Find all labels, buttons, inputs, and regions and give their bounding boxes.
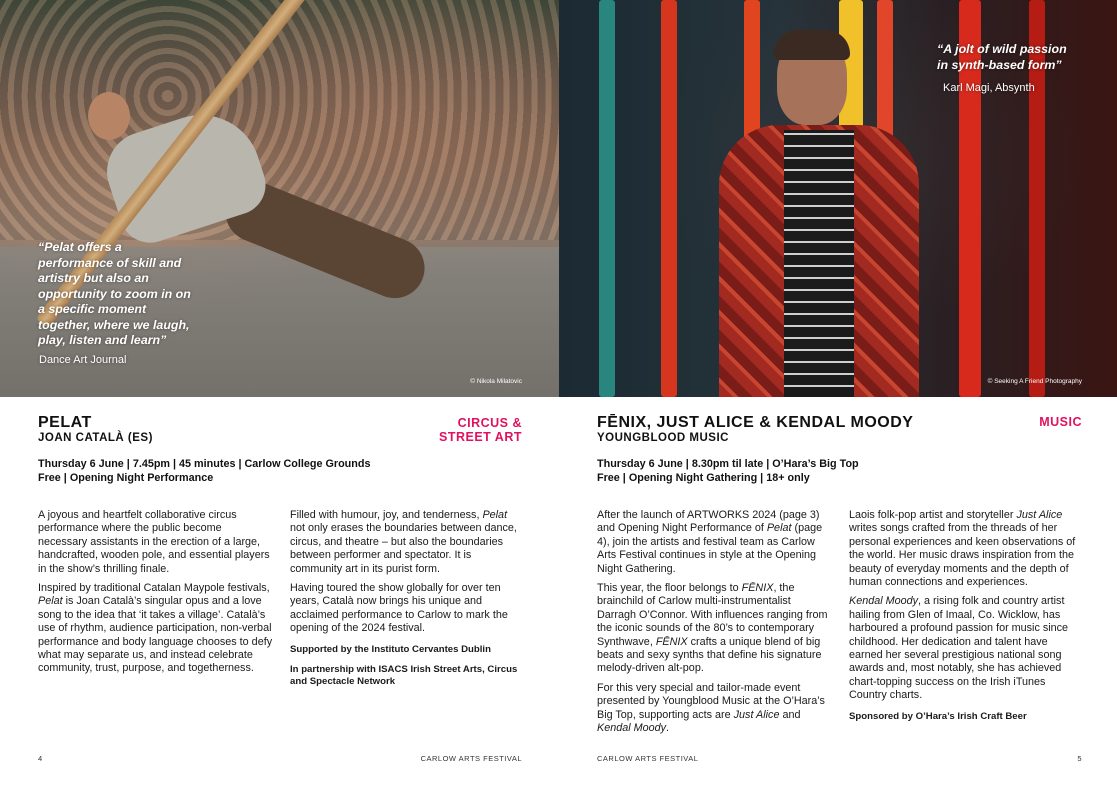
details-line-2: Free | Opening Night Performance <box>38 471 214 484</box>
photo-credit: © Nikola Milatovic <box>470 378 522 385</box>
body-paragraph: Laois folk-pop artist and storyteller Just Alice writes songs crafted from the threads of her personal experiences and keen observations of the world. Her music draws inspiration from the beauty of everyday moments and the depth of human connections and experiences. <box>849 509 1076 589</box>
pelat-performance-photo <box>0 0 559 397</box>
patterned-tshirt <box>784 130 854 397</box>
body-paragraph: After the launch of ARTWORKS 2024 (page 3) and Opening Night Performance of Pelat (page 4), join the artists and festival team as Carlow Arts Festival continues in style at the Opening Night Gathering. <box>597 509 823 575</box>
event-details <box>38 458 518 485</box>
press-quote: “Pelat offers a performance of skill and artistry but also an opportunity to zoom in on a specific moment together, where we laugh, play, listen and learn” <box>38 240 191 347</box>
quote-source: Dance Art Journal <box>39 354 127 366</box>
partnership-credit: In partnership with ISACS Irish Street Arts, Circus and Spectacle Network <box>290 664 518 688</box>
event-details <box>597 458 1077 485</box>
photo-credit: © Seeking A Friend Photography <box>987 378 1082 385</box>
body-paragraph: A joyous and heartfelt collaborative circus performance where the public become necessary assistants in the erection of a large, handcrafted, wooden pole, and essential players in the show’s thrilling finale. <box>38 509 270 575</box>
fenix-portrait-photo <box>559 0 1117 397</box>
body-column-1 <box>38 509 273 682</box>
neon-bar <box>661 0 677 397</box>
details-line-1: Thursday 6 June | 8.30pm til late | O’Hara’s Big Top <box>597 458 859 470</box>
neon-bar <box>599 0 615 397</box>
body-paragraph: Having toured the show globally for over ten years, Català now brings his unique and acclaimed performance to Carlow to mark the opening of the 2024 festival. <box>290 582 508 635</box>
event-title: FĒNIX, JUST ALICE & KENDAL MOODY <box>597 414 914 431</box>
body-paragraph: For this very special and tailor-made event presented by Youngblood Music at the O’Hara’s Big Top, supporting acts are Just Alice and Kendal Moody. <box>597 681 825 735</box>
body-paragraph: Kendal Moody, a rising folk and country artist hailing from Glen of Imaal, Co. Wicklow, has harboured a profound passion for music since childhood. Her dedication and talent have earned her several prestigious national song awards and, most notably, she has achieved chart-topping success on the Irish iTunes Country charts. <box>849 595 1069 702</box>
details-line-1: Thursday 6 June | 7.45pm | 45 minutes | Carlow College Grounds <box>38 458 371 470</box>
press-quote: “A jolt of wild passion in synth-based form” <box>937 42 1067 72</box>
event-title: PELAT <box>38 414 92 431</box>
body-column-1 <box>597 509 832 742</box>
page-number: 4 <box>38 754 43 763</box>
details-line-2: Free | Opening Night Gathering | 18+ only <box>597 471 810 484</box>
category-line-1: CIRCUS & <box>457 416 522 430</box>
event-subtitle: JOAN CATALÀ (ES) <box>38 432 153 444</box>
category-label: MUSIC <box>1039 415 1082 429</box>
category-line-2: STREET ART <box>438 430 522 444</box>
body-paragraph: This year, the floor belongs to FĒNIX, the brainchild of Carlow multi-instrumentalist Darragh O’Connor. With influences ranging from the iconic sounds of the 80’s to contemporary Synthwave, FĒNIX crafts a unique blend of big beats and sexy synths that define his signature melody-driven alt-pop. <box>597 582 828 675</box>
sponsor-credit: Sponsored by O’Hara’s Irish Craft Beer <box>849 710 1027 722</box>
event-subtitle: YOUNGBLOOD MUSIC <box>597 432 729 444</box>
right-page <box>559 0 1117 793</box>
quote-source: Karl Magi, Absynth <box>943 82 1035 94</box>
footer-festival-name: CARLOW ARTS FESTIVAL <box>420 754 522 763</box>
body-paragraph: Inspired by traditional Catalan Maypole festivals, Pelat is Joan Català’s singular opus and a love song to the idea that ‘it takes a village’. Català’s use of rhythm, audience participation, non-verbal performance and body language chooses to defy what may separate us, and instead celebrate community, trust, purpose, and togetherness. <box>38 582 273 675</box>
musician-hair <box>774 30 850 60</box>
body-column-2 <box>849 509 1082 729</box>
page-number: 5 <box>1077 754 1082 763</box>
footer-festival-name: CARLOW ARTS FESTIVAL <box>597 754 699 763</box>
body-column-2 <box>290 509 522 695</box>
support-credit: Supported by the Instituto Cervantes Dublin <box>290 643 491 655</box>
performer-head <box>88 92 130 140</box>
body-paragraph: Filled with humour, joy, and tenderness, Pelat not only erases the boundaries between dance, circus, and theatre – but also the boundaries between performer and spectator. It is community art in its purist form. <box>290 509 517 575</box>
category-label <box>439 416 522 444</box>
